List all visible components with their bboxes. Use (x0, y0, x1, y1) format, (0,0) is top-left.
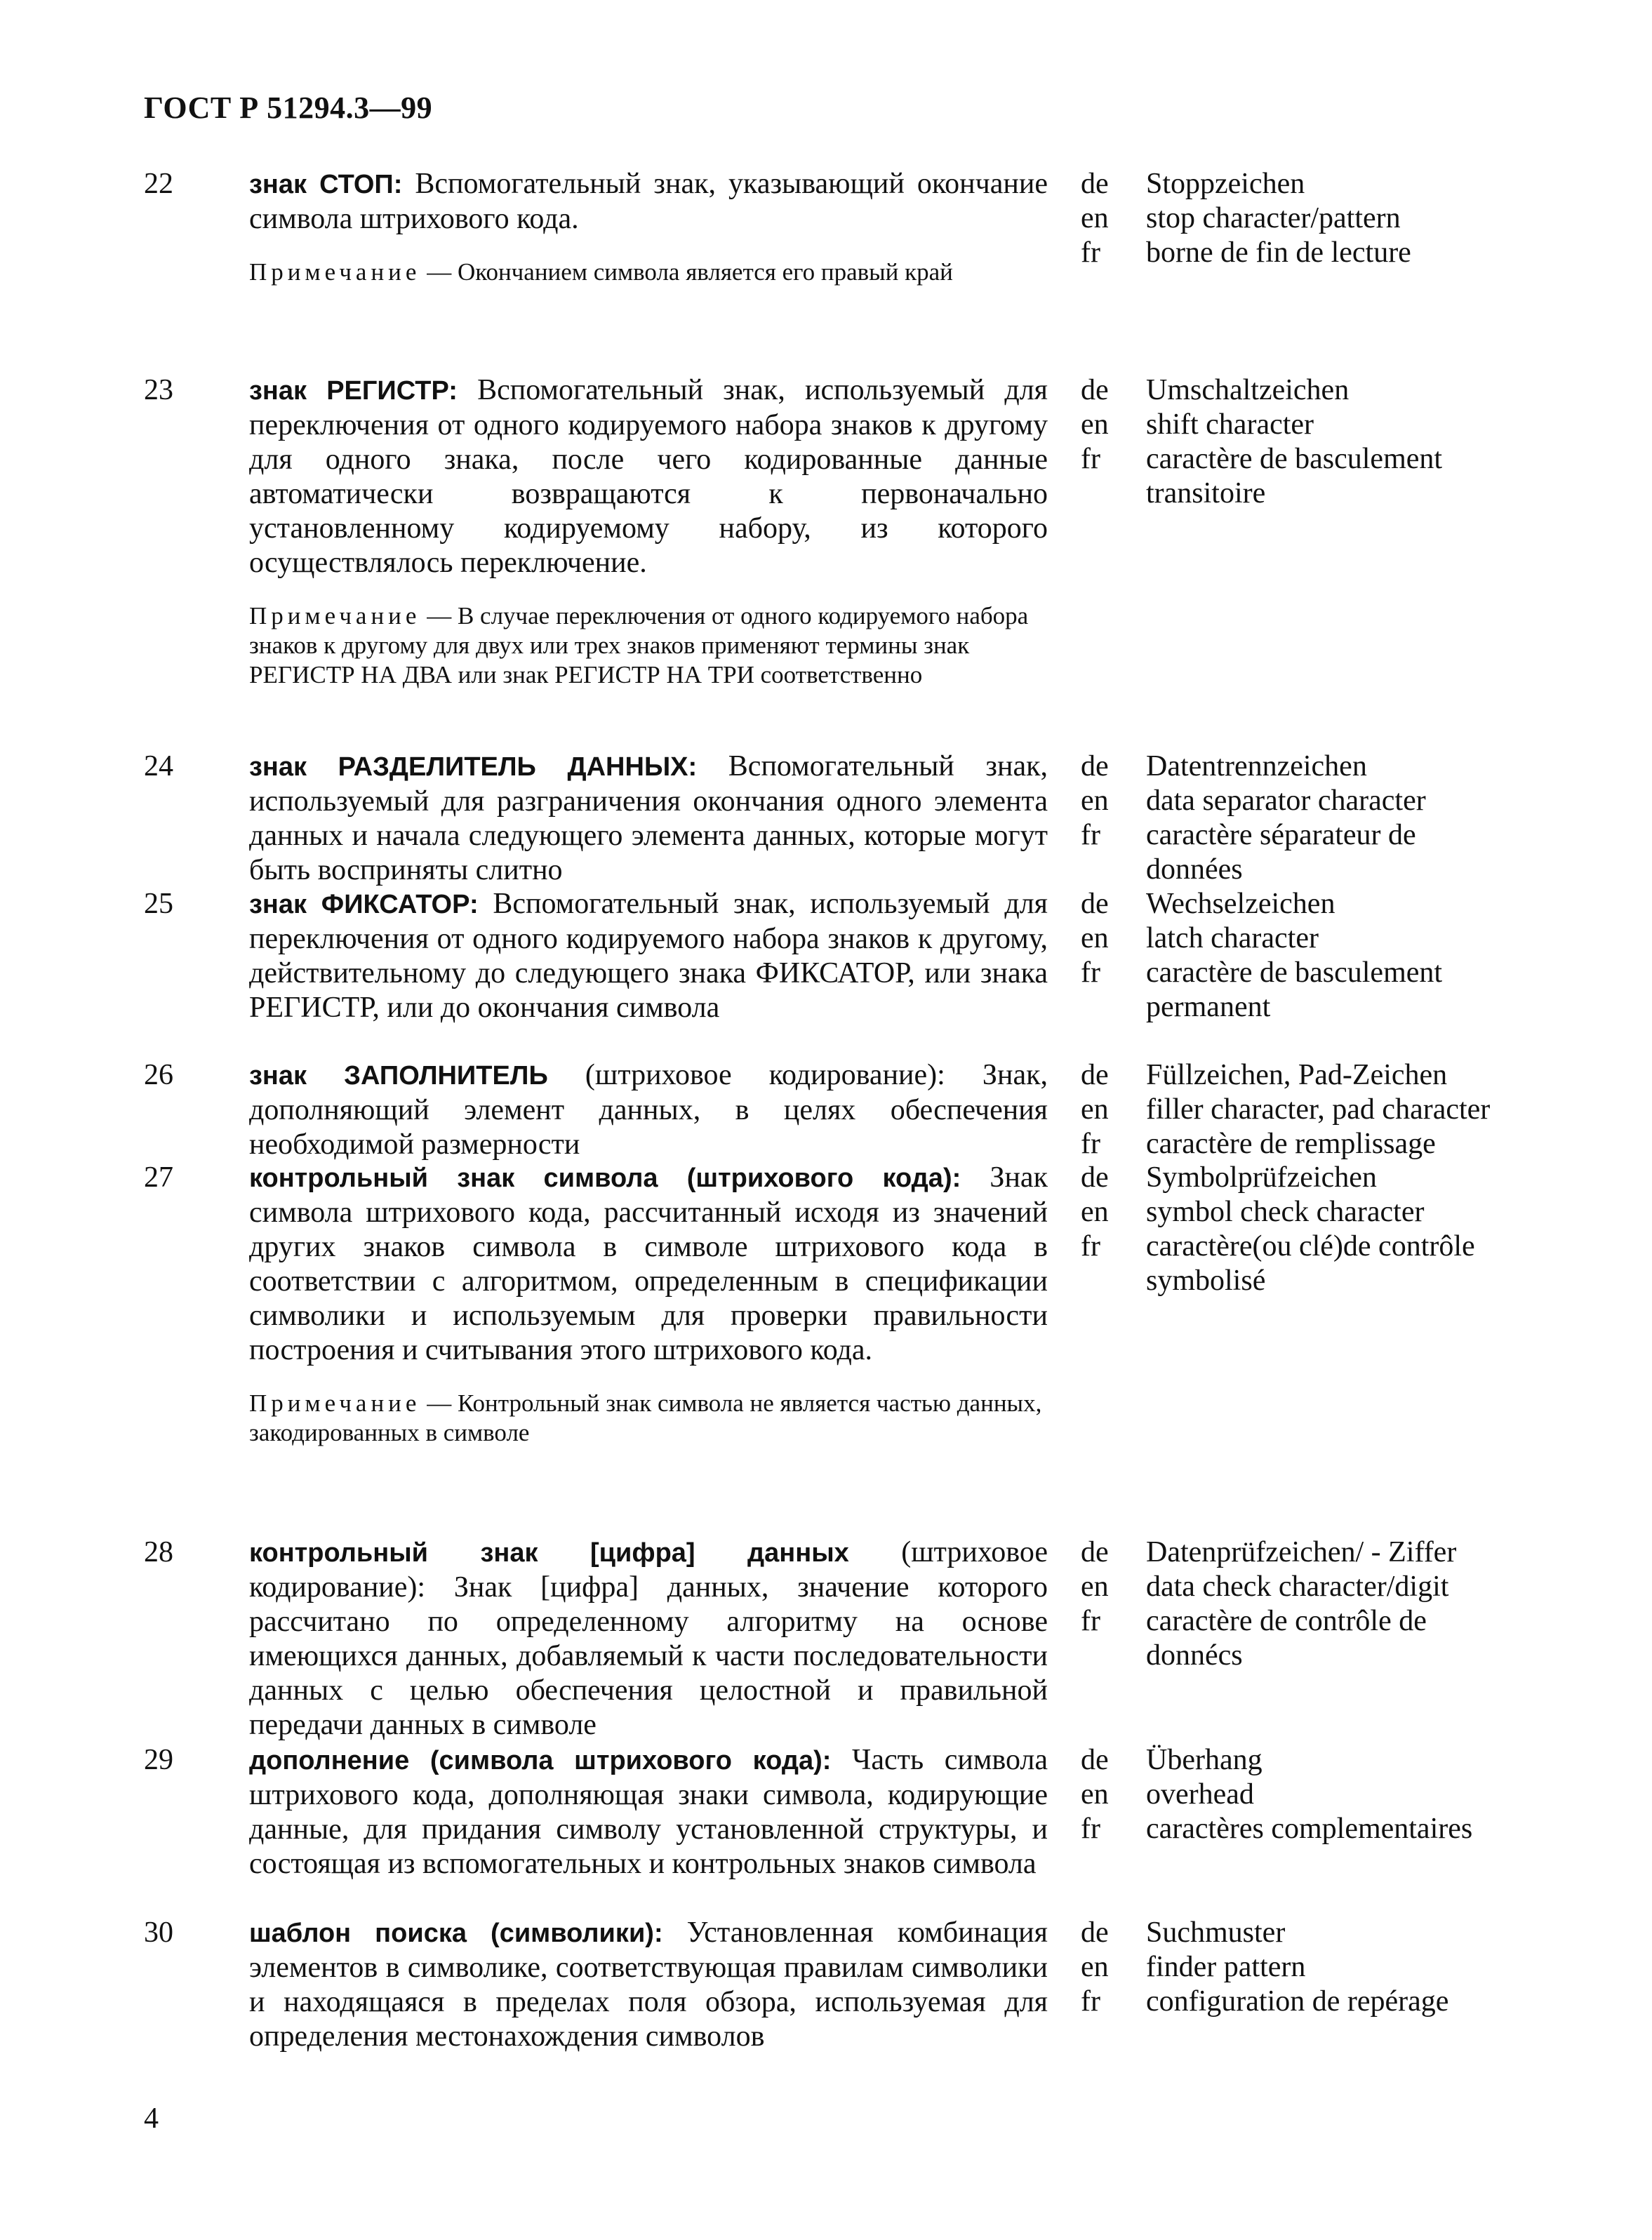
definition-text: Вспомогательный знак, указывающий окончание символа штрихового кода. (249, 168, 1048, 235)
lang-en: en (1081, 408, 1109, 441)
term-name: дополнение (символа штрихового кода): (249, 1746, 832, 1775)
translation-fr: caractères complementaires (1146, 1813, 1473, 1845)
translations (1146, 1161, 1637, 1298)
term-name: знак ЗАПОЛНИТЕЛЬ (249, 1061, 548, 1091)
translation-en: shift character (1146, 408, 1314, 441)
note-text: — В случае переключения от одного кодируемого набора знаков к другому для двух или трех знаков применяют термины знак РЕГИСТР НА ДВА или знак РЕГИСТР НА ТРИ соответственно (249, 602, 1029, 688)
translation-en: symbol check character (1146, 1196, 1425, 1228)
translations (1146, 1743, 1637, 1846)
definition-text: (штриховое кодирование): Знак, дополняющий элемент данных, в целях обеспечения необходимой размерности (249, 1059, 1048, 1161)
translations (1146, 1058, 1637, 1161)
lang-en: en (1081, 1951, 1109, 1983)
definition-text: Установленная комбинация элементов в символике, соответствующая правилам символики и находящаяся в пределах поля обзора, используемая для определения местонахождения символов (249, 1916, 1048, 2053)
lang-fr: fr (1081, 1813, 1100, 1845)
translation-fr: configuration de repérage (1146, 1985, 1449, 2018)
language-codes (1081, 1058, 1109, 1161)
lang-fr: fr (1081, 443, 1100, 475)
lang-de: de (1081, 374, 1109, 406)
translation-de: Datentrennzeichen (1146, 750, 1367, 782)
translation-fr-cont: données (1146, 853, 1243, 886)
translation-de: Füllzeichen, Pad-Zeichen (1146, 1059, 1448, 1091)
term-name: знак РАЗДЕЛИТЕЛЬ ДАННЫХ: (249, 752, 698, 782)
lang-en: en (1081, 1196, 1109, 1228)
definition-text: Часть символа штрихового кода, дополняющая знаки символа, кодирующие данные, для придания символу установленной структуры, и состоящая из вспомогательных и контрольных знаков символа (249, 1744, 1048, 1880)
translation-de: Stoppzeichen (1146, 168, 1305, 200)
translation-fr: caractère de remplissage (1146, 1128, 1436, 1160)
term-name: знак СТОП: (249, 170, 403, 199)
term-name: контрольный знак [цифра] данных (249, 1538, 849, 1568)
language-codes (1081, 167, 1109, 270)
translation-fr-cont: symbolisé (1146, 1265, 1266, 1297)
term-number: 23 (144, 374, 173, 406)
definition-text: Вспомогательный знак, используемый для переключения от одного кодируемого набора знаков к другому для одного знака, после чего кодированные данные автоматически возвращаются к первоначально установленному кодируемому набору, из которого осуществлялось переключение. (249, 374, 1048, 579)
lang-fr: fr (1081, 819, 1100, 851)
definition-text: (штриховое кодирование): Знак [цифра] данных, значение которого рассчитано по определенному алгоритму на основе имеющихся данных, добавляемый к части последовательности данных с целью обеспечения целостной и правильной передачи данных в символе (249, 1536, 1048, 1741)
translations (1146, 373, 1637, 511)
term-definition (249, 887, 1048, 1025)
lang-de: de (1081, 1536, 1109, 1568)
term-number: 25 (144, 888, 173, 920)
term-name: шаблон поиска (символики): (249, 1919, 663, 1948)
term-note (249, 601, 1048, 690)
lang-fr: fr (1081, 1985, 1100, 2018)
page-number: 4 (144, 2102, 159, 2135)
translation-fr: borne de fin de lecture (1146, 236, 1411, 269)
term-number: 30 (144, 1916, 173, 1949)
term-definition (249, 1161, 1048, 1448)
definition-text: Знак символа штрихового кода, рассчитанный исходя из значений других знаков символа в символе штрихового кода в соответствии с алгоритмом, определенным в спецификации символики и используемым для проверки правильности построения и считывания этого штрихового кода. (249, 1161, 1048, 1366)
lang-fr: fr (1081, 1128, 1100, 1160)
translation-en: latch character (1146, 922, 1319, 954)
language-codes (1081, 1161, 1109, 1264)
translation-fr-cont: transitoire (1146, 477, 1266, 509)
term-number: 26 (144, 1059, 173, 1091)
lang-en: en (1081, 202, 1109, 234)
translation-fr-cont: permanent (1146, 991, 1271, 1023)
translation-en: data separator character (1146, 785, 1426, 817)
term-number: 29 (144, 1744, 173, 1776)
term-number: 24 (144, 750, 173, 782)
term-number: 22 (144, 168, 173, 200)
translation-fr: caractère séparateur de (1146, 819, 1416, 851)
term-name: знак ФИКСАТОР: (249, 890, 479, 919)
lang-en: en (1081, 922, 1109, 954)
translation-en: finder pattern (1146, 1951, 1306, 1983)
term-definition (249, 373, 1048, 690)
translation-fr: caractère de basculement (1146, 443, 1443, 475)
term-name: знак РЕГИСТР: (249, 376, 458, 406)
translation-de: Symbolprüfzeichen (1146, 1161, 1377, 1194)
translations (1146, 887, 1637, 1025)
term-name: контрольный знак символа (штрихового кода): (249, 1164, 961, 1193)
lang-en: en (1081, 1571, 1109, 1603)
term-definition (249, 1535, 1048, 1742)
lang-de: de (1081, 750, 1109, 782)
definition-text: Вспомогательный знак, используемый для разграничения окончания одного элемента данных и начала следующего элемента данных, которые могут быть восприняты слитно (249, 750, 1048, 886)
note-label: Примечание (249, 258, 421, 286)
term-number: 27 (144, 1161, 173, 1194)
term-definition (249, 1916, 1048, 2054)
translations (1146, 167, 1637, 270)
lang-fr: fr (1081, 236, 1100, 269)
lang-fr: fr (1081, 956, 1100, 989)
translation-fr: caractère(ou clé)de contrôle (1146, 1230, 1475, 1262)
note-text: — Контрольный знак символа не является частью данных, закодированных в символе (249, 1389, 1042, 1446)
lang-en: en (1081, 785, 1109, 817)
language-codes (1081, 373, 1109, 476)
lang-en: en (1081, 1778, 1109, 1811)
term-number: 28 (144, 1536, 173, 1568)
document-header: ГОСТ Р 51294.3—99 (144, 91, 433, 125)
term-note (249, 258, 1048, 287)
term-definition (249, 167, 1048, 287)
translation-en: filler character, pad character (1146, 1093, 1491, 1126)
translation-fr: caractère de contrôle de (1146, 1605, 1427, 1637)
translation-en: overhead (1146, 1778, 1254, 1811)
lang-de: de (1081, 1916, 1109, 1949)
lang-de: de (1081, 1161, 1109, 1194)
definition-text: Вспомогательный знак, используемый для переключения от одного кодируемого набора знаков к другому, действительному до следующего знака ФИКСАТОР, или знака РЕГИСТР, или до окончания символа (249, 888, 1048, 1024)
language-codes (1081, 887, 1109, 990)
translation-en: stop character/pattern (1146, 202, 1401, 234)
translation-de: Umschaltzeichen (1146, 374, 1350, 406)
lang-de: de (1081, 1059, 1109, 1091)
language-codes (1081, 1743, 1109, 1846)
language-codes (1081, 749, 1109, 853)
lang-de: de (1081, 168, 1109, 200)
translation-fr: caractère de basculement (1146, 956, 1443, 989)
translation-de: Überhang (1146, 1744, 1263, 1776)
language-codes (1081, 1535, 1109, 1639)
note-label: Примечание (249, 1389, 421, 1417)
translation-de: Datenprüfzeichen/ - Ziffer (1146, 1536, 1457, 1568)
term-definition (249, 1058, 1048, 1162)
term-definition (249, 749, 1048, 888)
lang-de: de (1081, 888, 1109, 920)
translations (1146, 1916, 1637, 2019)
lang-fr: fr (1081, 1605, 1100, 1637)
translations (1146, 1535, 1637, 1673)
lang-en: en (1081, 1093, 1109, 1126)
translations (1146, 749, 1637, 887)
term-note (249, 1389, 1048, 1448)
translation-en: data check character/digit (1146, 1571, 1449, 1603)
term-definition (249, 1743, 1048, 1881)
lang-fr: fr (1081, 1230, 1100, 1262)
translation-de: Wechselzeichen (1146, 888, 1335, 920)
language-codes (1081, 1916, 1109, 2019)
note-label: Примечание (249, 602, 421, 629)
lang-de: de (1081, 1744, 1109, 1776)
translation-de: Suchmuster (1146, 1916, 1286, 1949)
note-text: — Окончанием символа является его правый край (420, 258, 953, 286)
translation-fr-cont: donnécs (1146, 1639, 1243, 1672)
